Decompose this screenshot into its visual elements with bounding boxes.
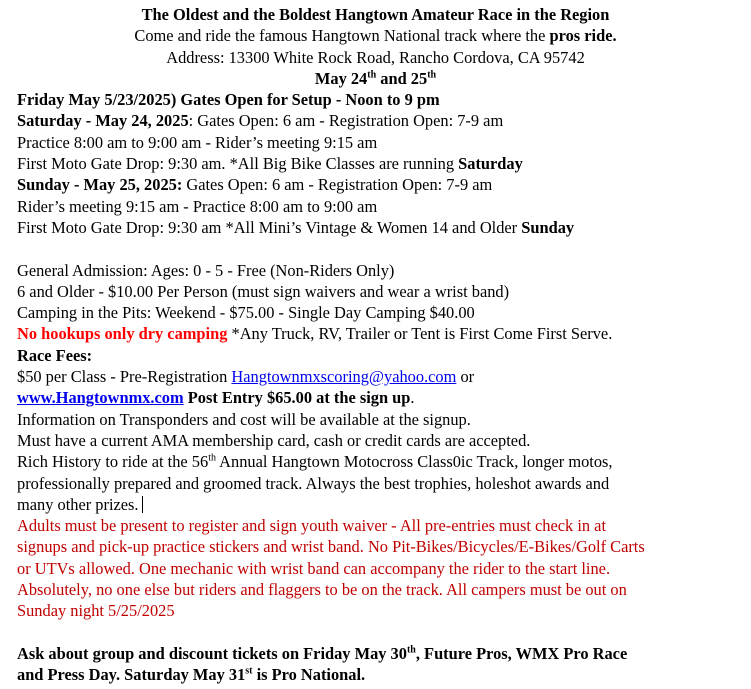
or-text: or	[456, 367, 475, 387]
intro-text: Come and ride the famous Hangtown National track where the	[134, 26, 550, 46]
saturday-moto-bold: Saturday	[458, 154, 523, 174]
intro-line	[0, 25, 734, 46]
email-link[interactable]: Hangtownmxscoring@yahoo.com	[231, 367, 457, 387]
fees-line	[17, 366, 751, 387]
transponders-info: Information on Transponders and cost will be available at the signup.	[17, 409, 471, 429]
race-fees-heading: Race Fees:	[17, 345, 93, 365]
history-line-2: professionally prepared and groomed track. Always the best trophies, holeshot awards and	[17, 473, 610, 493]
intro-bold: pros ride.	[549, 26, 617, 46]
page-title: The Oldest and the Boldest Hangtown Amateur Race in the Region	[141, 5, 610, 24]
history-sup: th	[208, 452, 216, 464]
event-dates	[0, 68, 734, 89]
history-line-3	[17, 494, 751, 515]
spacer	[17, 238, 751, 259]
admission-six-older: 6 and Older - $10.00 Per Person (must sign waivers and wear a wrist band)	[17, 281, 510, 301]
spacer	[17, 622, 751, 643]
footer-sup-1: th	[406, 644, 416, 656]
saturday-moto-text: First Moto Gate Drop: 9:30 am. *All Big Bike Classes are running	[17, 154, 459, 174]
saturday-heading: Saturday - May 24, 2025	[17, 111, 189, 131]
address-line: Address: 13300 White Rock Road, Rancho Cordova, CA 95742	[166, 47, 585, 67]
dates-sup-a: th	[367, 69, 377, 81]
sunday-heading: Sunday - May 25, 2025:	[17, 175, 183, 195]
sunday-moto	[17, 217, 751, 238]
saturday-practice: Practice 8:00 am to 9:00 am - Rider’s meeting 9:15 am	[17, 132, 378, 152]
footer-text-c: and Press Day. Saturday May 31	[17, 665, 246, 685]
dates-sup-b: th	[427, 69, 437, 81]
text-cursor	[142, 496, 143, 513]
dates-part-b: and 25	[376, 68, 428, 88]
footer-line-2	[17, 664, 751, 685]
post-entry-period: .	[410, 388, 415, 408]
sunday-times: Gates Open: 6 am - Registration Open: 7-9 am	[182, 175, 493, 195]
rules-line-3: or UTVs allowed. One mechanic with wrist band can accompany the rider to the start line.	[17, 558, 611, 578]
website-link[interactable]: www.Hangtownmx.com	[17, 388, 184, 408]
post-entry-text: Post Entry $65.00 at the sign up	[183, 388, 411, 408]
per-class-text: $50 per Class - Pre-Registration	[17, 367, 232, 387]
saturday-times: : Gates Open: 6 am - Registration Open: 7-9 am	[188, 111, 504, 131]
camping-prices: Camping in the Pits: Weekend - $75.00 - Single Day Camping $40.00	[17, 303, 475, 323]
footer-sup-2: st	[245, 665, 253, 677]
no-hookups-warning: No hookups only dry camping	[17, 324, 228, 344]
history-text-a: Rich History to ride at the 56	[17, 452, 209, 472]
footer-text-b: , Future Pros, WMX Pro Race	[415, 643, 628, 663]
sunday-moto-text: First Moto Gate Drop: 9:30 am *All Mini’s Vintage & Women 14 and Older	[17, 217, 522, 237]
general-admission: General Admission: Ages: 0 - 5 - Free (Non-Riders Only)	[17, 260, 395, 280]
footer-text-a: Ask about group and discount tickets on Friday May 30	[17, 643, 407, 663]
footer-text-d: is Pro National.	[252, 665, 366, 685]
saturday-moto	[17, 153, 751, 174]
dates-part-a: May 24	[314, 68, 368, 88]
first-come-text: *Any Truck, RV, Trailer or Tent is First Come First Serve.	[227, 324, 613, 344]
rules-line-5: Sunday night 5/25/2025	[17, 601, 175, 621]
ama-info: Must have a current AMA membership card, cash or credit cards are accepted.	[17, 430, 531, 450]
camping-notice	[17, 323, 751, 344]
footer-line-1	[17, 643, 751, 664]
sunday-schedule	[17, 174, 751, 195]
rules-line-4: Absolutely, no one else but riders and flaggers to be on the track. All campers must be out on	[17, 580, 627, 600]
history-line-1	[17, 451, 751, 472]
rules-line-2: signups and pick-up practice stickers and wrist band. No Pit-Bikes/Bicycles/E-Bikes/Golf Carts	[17, 537, 645, 557]
sunday-moto-bold: Sunday	[521, 217, 575, 237]
history-line-3-text: many other prizes.	[17, 494, 139, 514]
friday-schedule: Friday May 5/23/2025) Gates Open for Setup - Noon to 9 pm	[17, 90, 440, 110]
website-line	[17, 387, 751, 408]
rules-line-1: Adults must be present to register and sign youth waiver - All pre-entries must check in at	[17, 516, 607, 536]
sunday-meeting: Rider’s meeting 9:15 am - Practice 8:00 am to 9:00 am	[17, 196, 378, 216]
saturday-schedule	[17, 110, 751, 131]
history-text-b: Annual Hangtown Motocross Class0ic Track, longer motos,	[215, 452, 613, 472]
